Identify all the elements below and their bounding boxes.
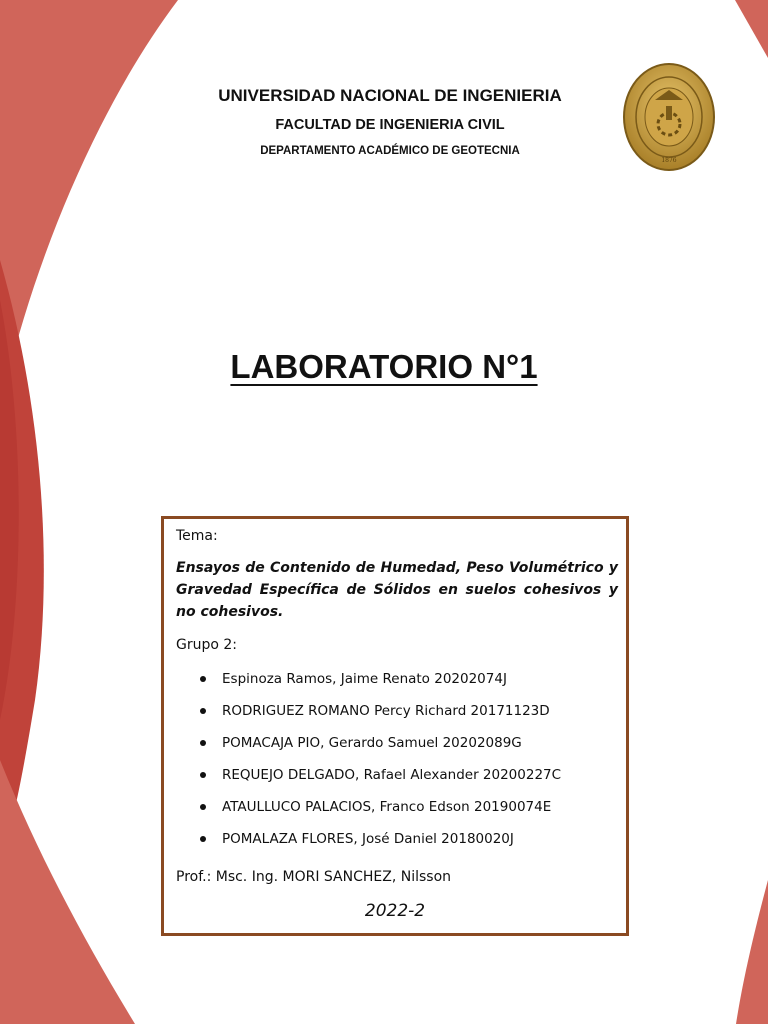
professor: Prof.: Msc. Ing. MORI SANCHEZ, Nilsson xyxy=(176,869,452,885)
faculty-name: FACULTAD DE INGENIERIA CIVIL xyxy=(275,117,505,133)
list-item: REQUEJO DELGADO, Rafael Alexander 20200227C xyxy=(194,765,561,797)
academic-year: 2022-2 xyxy=(364,901,426,921)
university-name: UNIVERSIDAD NACIONAL DE INGENIERIA xyxy=(218,86,562,105)
list-item: Espinoza Ramos, Jaime Renato 20202074J xyxy=(194,669,561,701)
members-list xyxy=(194,669,561,861)
page-title: LABORATORIO N°1 xyxy=(230,348,538,385)
list-item: RODRIGUEZ ROMANO Percy Richard 20171123D xyxy=(194,701,561,733)
tema-text: Ensayos de Contenido de Humedad, Peso Volumétrico y Gravedad Específica de Sólidos en suelos cohesivos y no cohesivos. xyxy=(176,560,618,620)
list-item: POMACAJA PIO, Gerardo Samuel 20202089G xyxy=(194,733,561,765)
list-item: ATAULLUCO PALACIOS, Franco Edson 20190074E xyxy=(194,797,561,829)
tema-label: Tema: xyxy=(176,528,218,544)
seal-year: 1876 xyxy=(661,157,677,164)
university-seal-icon xyxy=(622,62,716,172)
department-name: DEPARTAMENTO ACADÉMICO DE GEOTECNIA xyxy=(260,145,520,157)
info-box xyxy=(161,516,629,936)
grupo-label: Grupo 2: xyxy=(176,637,238,653)
list-item: POMALAZA FLORES, José Daniel 20180020J xyxy=(194,829,561,861)
